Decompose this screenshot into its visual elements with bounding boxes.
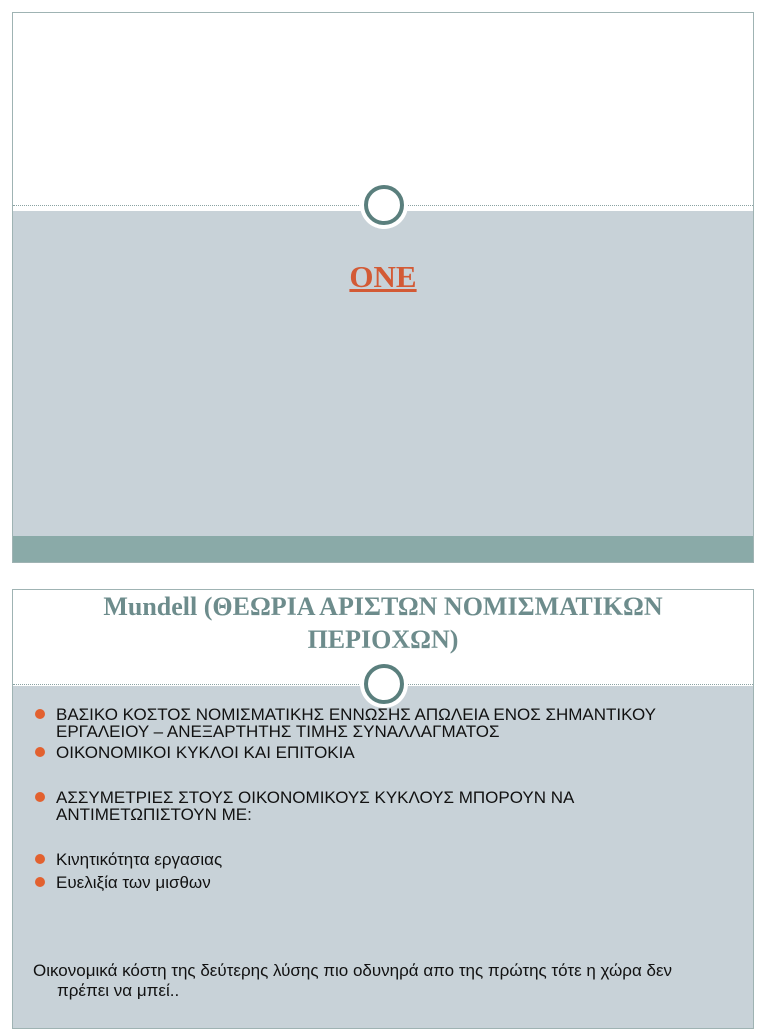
bullet-text: ΟΙΚΟΝΟΜΙΚΟΙ ΚΥΚΛΟΙ ΚΑΙ ΕΠΙΤΟΚΙΑ <box>56 743 355 762</box>
bullet-list <box>35 706 713 891</box>
slide-1 <box>12 12 754 563</box>
bullet-text: ΒΑΣΙΚΟ ΚΟΣΤΟΣ ΝΟΜΙΣΜΑΤΙΚΗΣ ΕΝΝΩΣΗΣ ΑΠΩΛΕΙΑ ΕΝΟΣ ΣΗΜΑΝΤΙΚΟΥ ΕΡΓΑΛΕΙΟΥ – ΑΝΕΞΑΡΤΗΤΗΣ ΤΙΜΗΣ ΣΥΝΑΛΛΑΓΜΑΤΟΣ <box>56 705 656 741</box>
slide-2-title-line-2: ΠΕΡΙΟΧΩΝ) <box>307 625 459 654</box>
bullet-text: ΑΣΣΥΜΕΤΡΙΕΣ ΣΤΟΥΣ ΟΙΚΟΝΟΜΙΚΟΥΣ ΚΥΚΛΟΥΣ ΜΠΟΡΟΥΝ ΝΑ ΑΝΤΙΜΕΤΩΠΙΣΤΟΥΝ ΜΕ: <box>56 788 574 824</box>
bullet-dot-icon <box>35 854 45 864</box>
bullet-item <box>35 851 713 868</box>
bullet-dot-icon <box>35 877 45 887</box>
bullet-dot-icon <box>35 792 45 802</box>
slide-2-title-line-1: Mundell (ΘΕΩΡΙΑ ΑΡΙΣΤΩΝ ΝΟΜΙΣΜΑΤΙΚΩΝ <box>103 592 663 621</box>
slide-1-footer-bar <box>13 536 753 562</box>
bullet-item <box>35 706 713 740</box>
bullet-text: Ευελιξία των μισθων <box>56 873 211 892</box>
circle-ornament-icon <box>364 185 404 225</box>
slide-2-title <box>33 590 733 656</box>
bullet-dot-icon <box>35 709 45 719</box>
bullet-item <box>35 789 713 823</box>
bullet-dot-icon <box>35 747 45 757</box>
circle-ornament-icon <box>364 664 404 704</box>
bullet-item <box>35 874 713 891</box>
bullet-item <box>35 744 713 761</box>
slide-2 <box>12 589 754 1029</box>
slide-1-title: ONE <box>349 259 417 294</box>
conclusion-paragraph: Οικονομικά κόστη της δεύτερης λύσης πιο οδυνηρά απο της πρώτης τότε η χώρα δεν πρέπει να μπεί.. <box>33 961 673 1000</box>
bullet-text: Κινητικότητα εργασιας <box>56 850 223 869</box>
